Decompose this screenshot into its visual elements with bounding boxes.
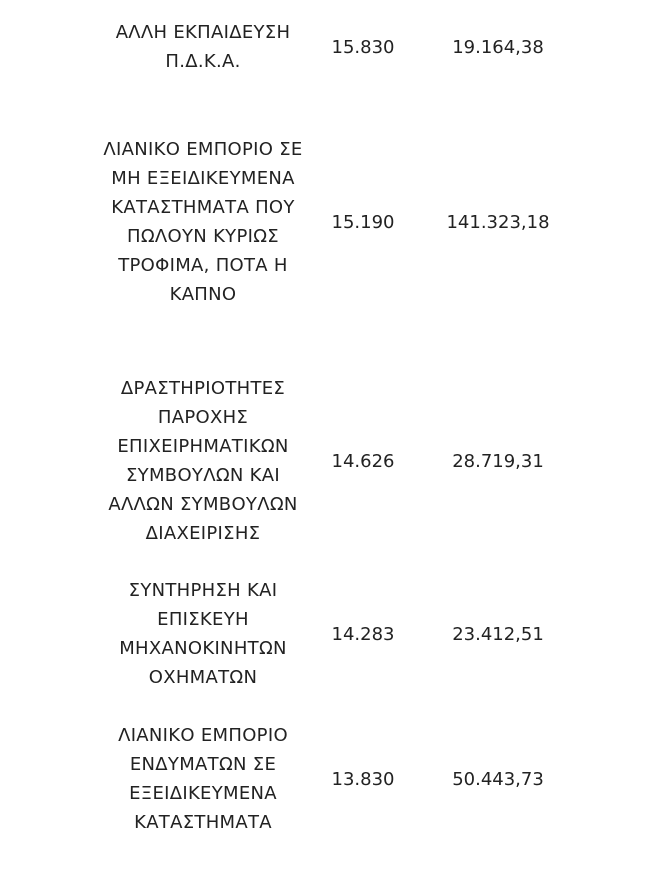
- activity-name: ΛΙΑΝΙΚΟ ΕΜΠΟΡΙΟ ΕΝΔΥΜΑΤΩΝ ΣΕ ΕΞΕΙΔΙΚΕΥΜΕΝΑ ΚΑΤΑΣΤΗΜΑΤΑ: [118, 725, 288, 833]
- table-row: [0, 118, 650, 326]
- count-value: 14.283: [331, 623, 395, 645]
- activity-name-cell: [98, 573, 308, 695]
- count-value: 13.830: [331, 768, 395, 790]
- activity-name-cell: [98, 704, 308, 854]
- activity-name-cell: [98, 118, 308, 326]
- count-cell: [318, 704, 408, 854]
- activity-name-cell: [98, 16, 308, 78]
- activity-name: ΣΥΝΤΗΡΗΣΗ ΚΑΙ ΕΠΙΣΚΕΥΗ ΜΗΧΑΝΟΚΙΝΗΤΩΝ ΟΧΗΜΑΤΩΝ: [119, 580, 287, 688]
- count-value: 14.626: [331, 450, 395, 472]
- activity-name-cell: [98, 357, 308, 565]
- amount-value: 19.164,38: [452, 36, 544, 58]
- amount-value: 141.323,18: [446, 211, 550, 233]
- count-cell: [318, 118, 408, 326]
- count-value: 15.830: [331, 36, 395, 58]
- activity-name: ΛΙΑΝΙΚΟ ΕΜΠΟΡΙΟ ΣΕ ΜΗ ΕΞΕΙΔΙΚΕΥΜΕΝΑ ΚΑΤΑΣΤΗΜΑΤΑ ΠΟΥ ΠΩΛΟΥΝ ΚΥΡΙΩΣ ΤΡΟΦΙΜΑ, ΠΟΤΑ Η ΚΑΠΝΟ: [103, 139, 303, 305]
- count-cell: [318, 357, 408, 565]
- count-value: 15.190: [331, 211, 395, 233]
- table-row: [0, 357, 650, 565]
- table-row: [0, 573, 650, 695]
- count-cell: [318, 573, 408, 695]
- table-row: [0, 704, 650, 854]
- amount-cell: [418, 573, 578, 695]
- count-cell: [318, 16, 408, 78]
- amount-value: 23.412,51: [452, 623, 544, 645]
- activity-name: ΑΛΛΗ ΕΚΠΑΙΔΕΥΣΗ Π.Δ.Κ.Α.: [115, 22, 291, 72]
- activity-name: ΔΡΑΣΤΗΡΙΟΤΗΤΕΣ ΠΑΡΟΧΗΣ ΕΠΙΧΕΙΡΗΜΑΤΙΚΩΝ ΣΥΜΒΟΥΛΩΝ ΚΑΙ ΑΛΛΩΝ ΣΥΜΒΟΥΛΩΝ ΔΙΑΧΕΙΡΙΣΗΣ: [108, 378, 298, 544]
- amount-value: 28.719,31: [452, 450, 544, 472]
- amount-cell: [418, 357, 578, 565]
- amount-cell: [418, 118, 578, 326]
- table-row: [0, 16, 650, 78]
- amount-cell: [418, 704, 578, 854]
- amount-value: 50.443,73: [452, 768, 544, 790]
- amount-cell: [418, 16, 578, 78]
